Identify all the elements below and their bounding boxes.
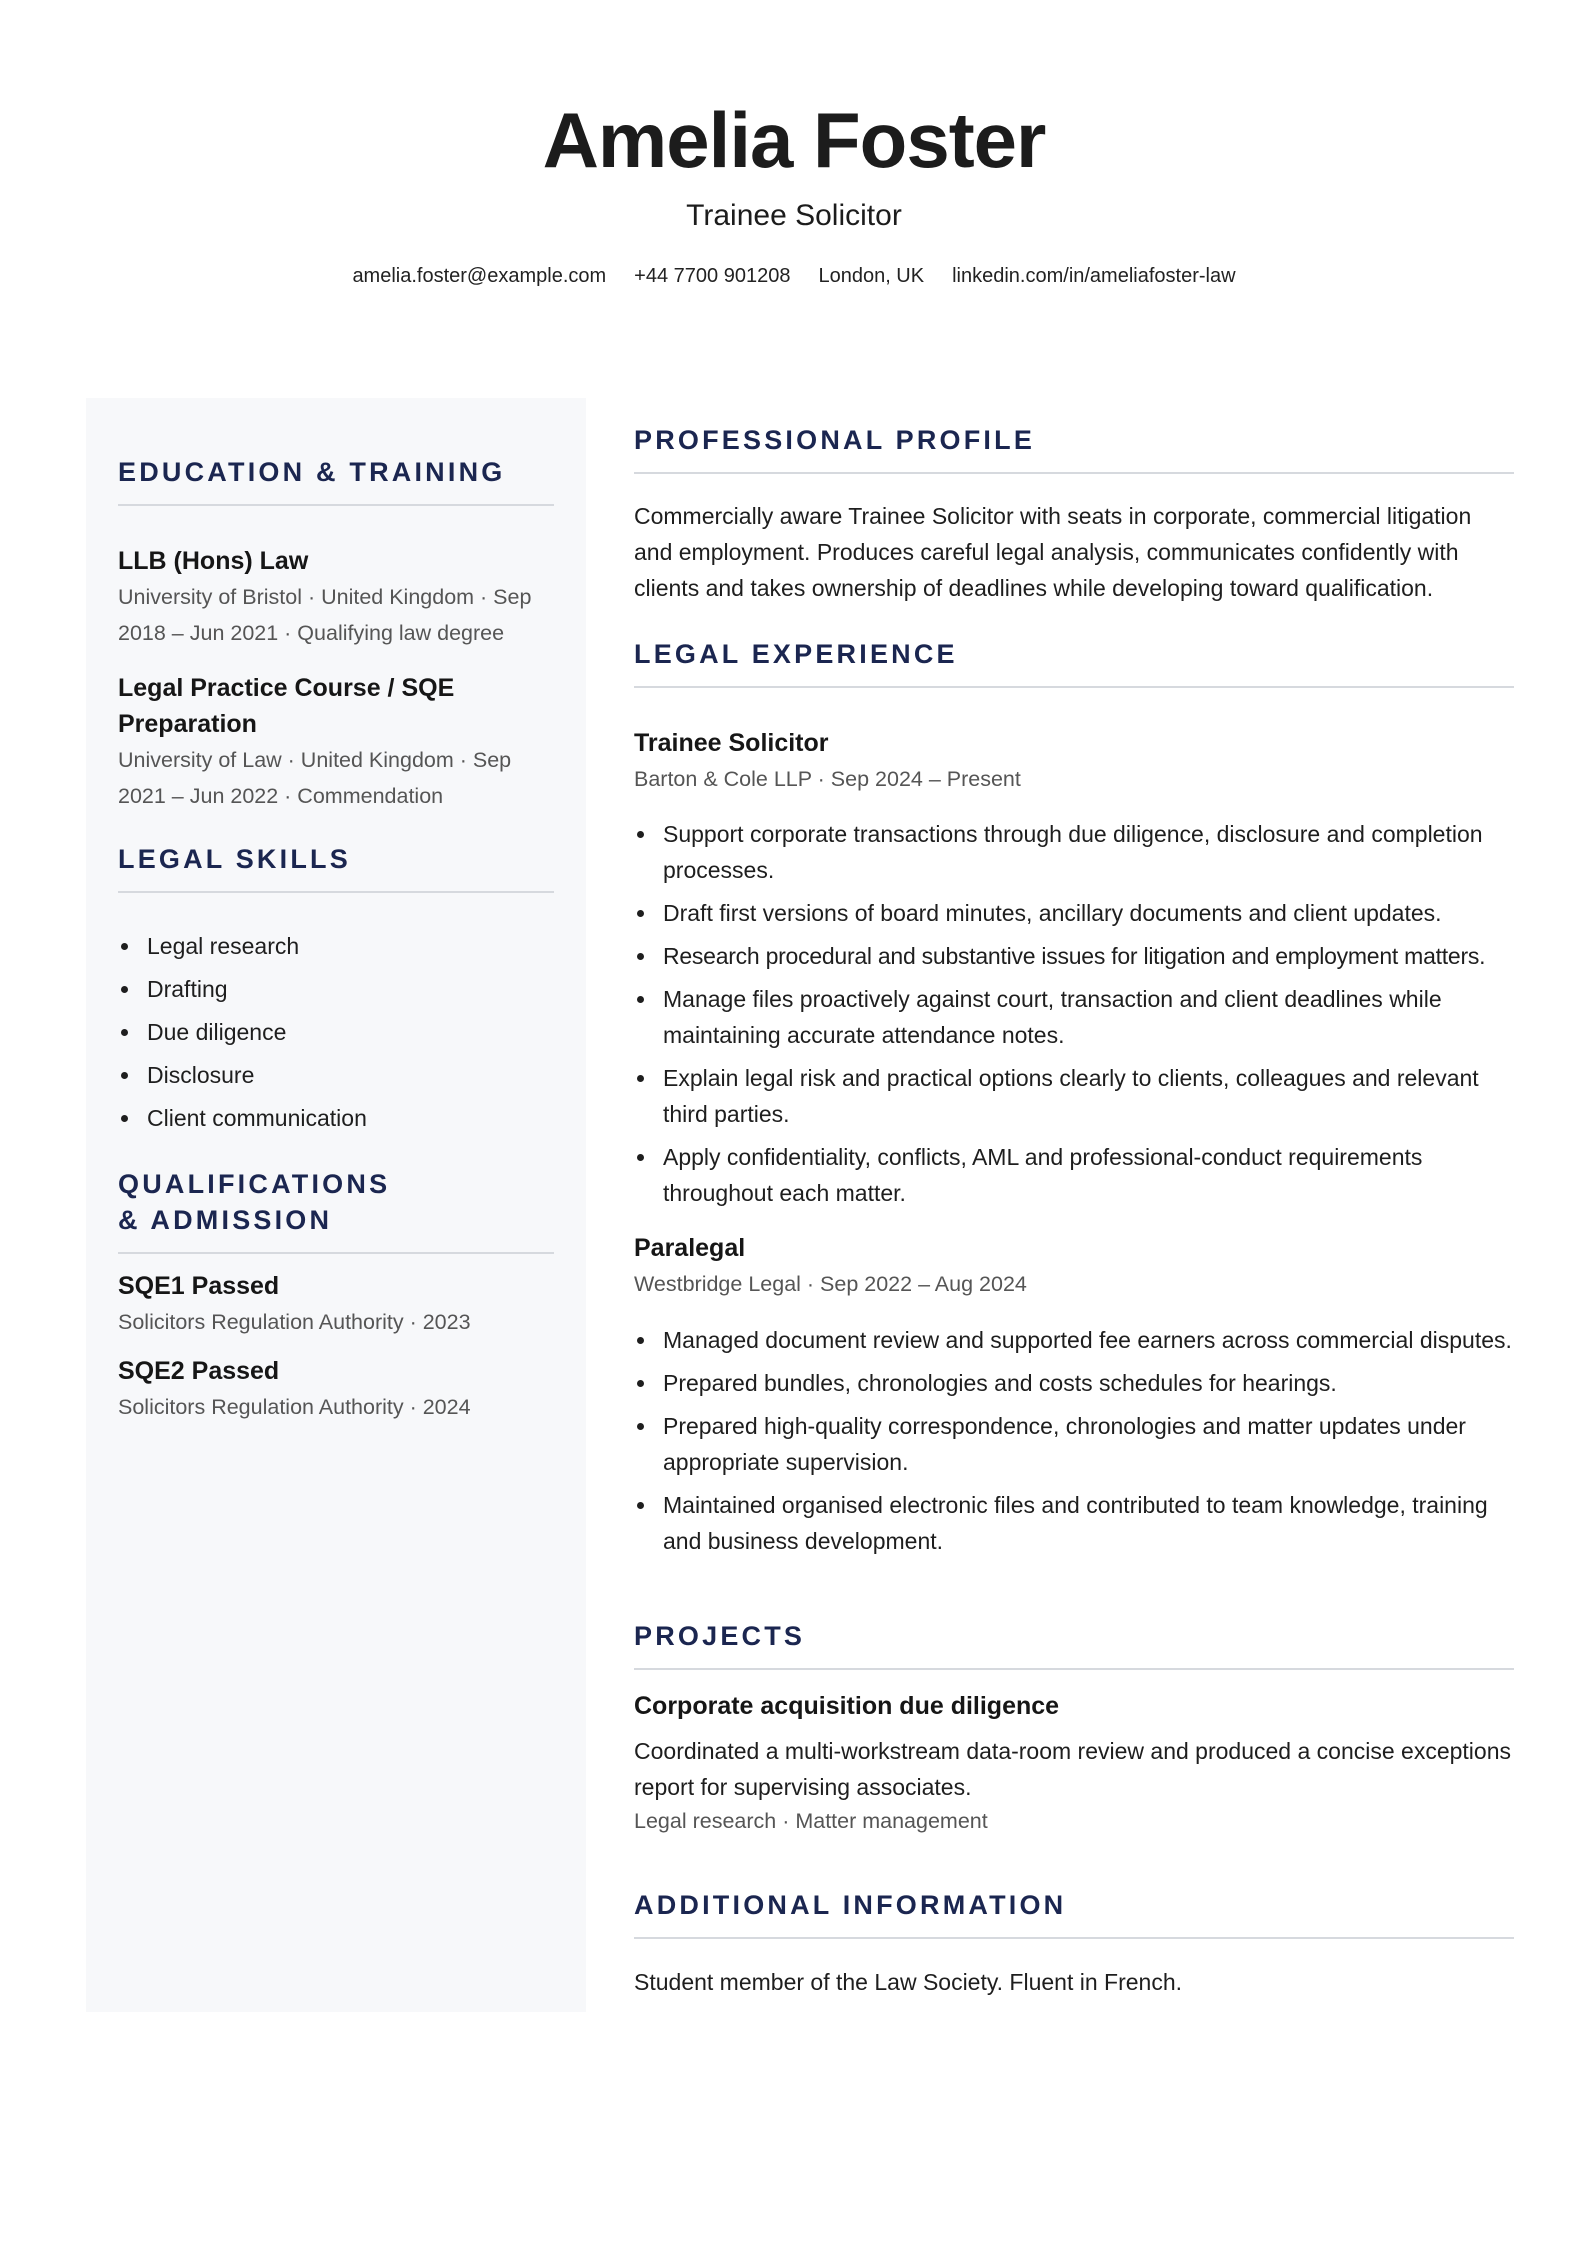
skills-list: [118, 928, 554, 1136]
education-section: [118, 454, 554, 506]
job-bullet: Maintained organised electronic files and contributed to team knowledge, training and business development.: [663, 1487, 1514, 1559]
qualification-title: SQE1 Passed: [118, 1272, 280, 1300]
job-bullets-wrap: [634, 1322, 1514, 1566]
project-tags: Legal research · Matter management: [634, 1809, 988, 1833]
job-meta: Westbridge Legal · Sep 2022 – Aug 2024: [634, 1272, 1027, 1296]
profile-section: [634, 422, 1514, 474]
section-heading-education: EDUCATION & TRAINING: [118, 457, 506, 487]
contact-linkedin[interactable]: linkedin.com/in/ameliafoster-law: [952, 265, 1236, 287]
job-bullets: [634, 1322, 1514, 1559]
job-bullets-wrap: [634, 816, 1514, 1218]
qualifications-section: [118, 1166, 554, 1254]
section-heading-skills: LEGAL SKILLS: [118, 844, 351, 874]
section-heading-additional: ADDITIONAL INFORMATION: [634, 1890, 1067, 1920]
project-description: Coordinated a multi-workstream data-room review and produced a concise exceptions report for supervising associates.: [634, 1738, 1511, 1800]
qualification-title: SQE2 Passed: [118, 1357, 280, 1385]
contact-location: London, UK: [818, 265, 925, 287]
education-item: [118, 670, 554, 814]
qualification-details: Solicitors Regulation Authority · 2024: [118, 1395, 471, 1419]
education-details: University of Law · United Kingdom · Sep 2021 – Jun 2022 · Commendation: [118, 748, 512, 808]
job-title: Paralegal: [634, 1234, 746, 1262]
sidebar: [86, 398, 586, 2012]
experience-section: [634, 636, 1514, 688]
job-entry: [634, 1230, 1514, 1302]
contact-email[interactable]: amelia.foster@example.com: [352, 265, 607, 287]
qualification-item: [118, 1268, 554, 1340]
section-divider: [118, 1252, 554, 1254]
skills-section: [118, 841, 554, 893]
skill-item: Legal research: [147, 928, 554, 964]
job-bullet: Apply confidentiality, conflicts, AML and professional-conduct requirements throughout each matter.: [663, 1139, 1514, 1211]
projects-section: [634, 1618, 1514, 1670]
job-entry: [634, 725, 1514, 797]
candidate-title: Trainee Solicitor: [686, 199, 902, 232]
skill-item: Client communication: [147, 1100, 554, 1136]
additional-section: [634, 1887, 1514, 1939]
job-bullet: Support corporate transactions through due diligence, disclosure and completion processes.: [663, 816, 1514, 888]
job-title: Trainee Solicitor: [634, 729, 829, 757]
job-meta: Barton & Cole LLP · Sep 2024 – Present: [634, 767, 1021, 791]
section-divider: [634, 472, 1514, 474]
contact-phone[interactable]: +44 7700 901208: [634, 265, 791, 287]
project-title: Corporate acquisition due diligence: [634, 1692, 1060, 1720]
profile-summary: Commercially aware Trainee Solicitor with seats in corporate, commercial litigation and employment. Produces careful legal analysis, communicates confidently with clients and takes ownership of deadlines while developing toward qualification.: [634, 503, 1472, 601]
section-heading-projects: PROJECTS: [634, 1621, 806, 1651]
section-heading-experience: LEGAL EXPERIENCE: [634, 639, 958, 669]
education-degree: Legal Practice Course / SQE Preparation: [118, 674, 455, 738]
job-bullet: Draft first versions of board minutes, ancillary documents and client updates.: [663, 895, 1514, 931]
contact-info: [0, 262, 1588, 290]
job-bullet: Prepared bundles, chronologies and costs schedules for hearings.: [663, 1365, 1514, 1401]
section-divider: [634, 1668, 1514, 1670]
job-bullet: Explain legal risk and practical options clearly to clients, colleagues and relevant third parties.: [663, 1060, 1514, 1132]
education-degree: LLB (Hons) Law: [118, 547, 309, 575]
section-heading-profile: PROFESSIONAL PROFILE: [634, 425, 1036, 455]
skill-item: Disclosure: [147, 1057, 554, 1093]
job-bullet: Prepared high-quality correspondence, chronologies and matter updates under appropriate supervision.: [663, 1408, 1514, 1480]
skills-list-wrap: [118, 928, 554, 1143]
skill-item: Drafting: [147, 971, 554, 1007]
section-divider: [634, 1937, 1514, 1939]
job-bullets: [634, 816, 1514, 1211]
skill-item: Due diligence: [147, 1014, 554, 1050]
job-bullet: Managed document review and supported fee earners across commercial disputes.: [663, 1322, 1514, 1358]
education-item: [118, 543, 554, 651]
qualification-item: [118, 1353, 554, 1425]
job-bullet: Manage files proactively against court, transaction and client deadlines while maintaining accurate attendance notes.: [663, 981, 1514, 1053]
job-bullet: Research procedural and substantive issues for litigation and employment matters.: [663, 938, 1514, 974]
section-divider: [118, 504, 554, 506]
candidate-name: Amelia Foster: [542, 96, 1046, 184]
education-details: University of Bristol · United Kingdom · Sep 2018 – Jun 2021 · Qualifying law degree: [118, 585, 532, 645]
qualification-details: Solicitors Regulation Authority · 2023: [118, 1310, 471, 1334]
project-entry: [634, 1688, 1514, 1837]
additional-text: Student member of the Law Society. Fluent in French.: [634, 1969, 1183, 1995]
section-heading-qualifications: QUALIFICATIONS & ADMISSION: [118, 1169, 391, 1235]
section-divider: [118, 891, 554, 893]
section-divider: [634, 686, 1514, 688]
